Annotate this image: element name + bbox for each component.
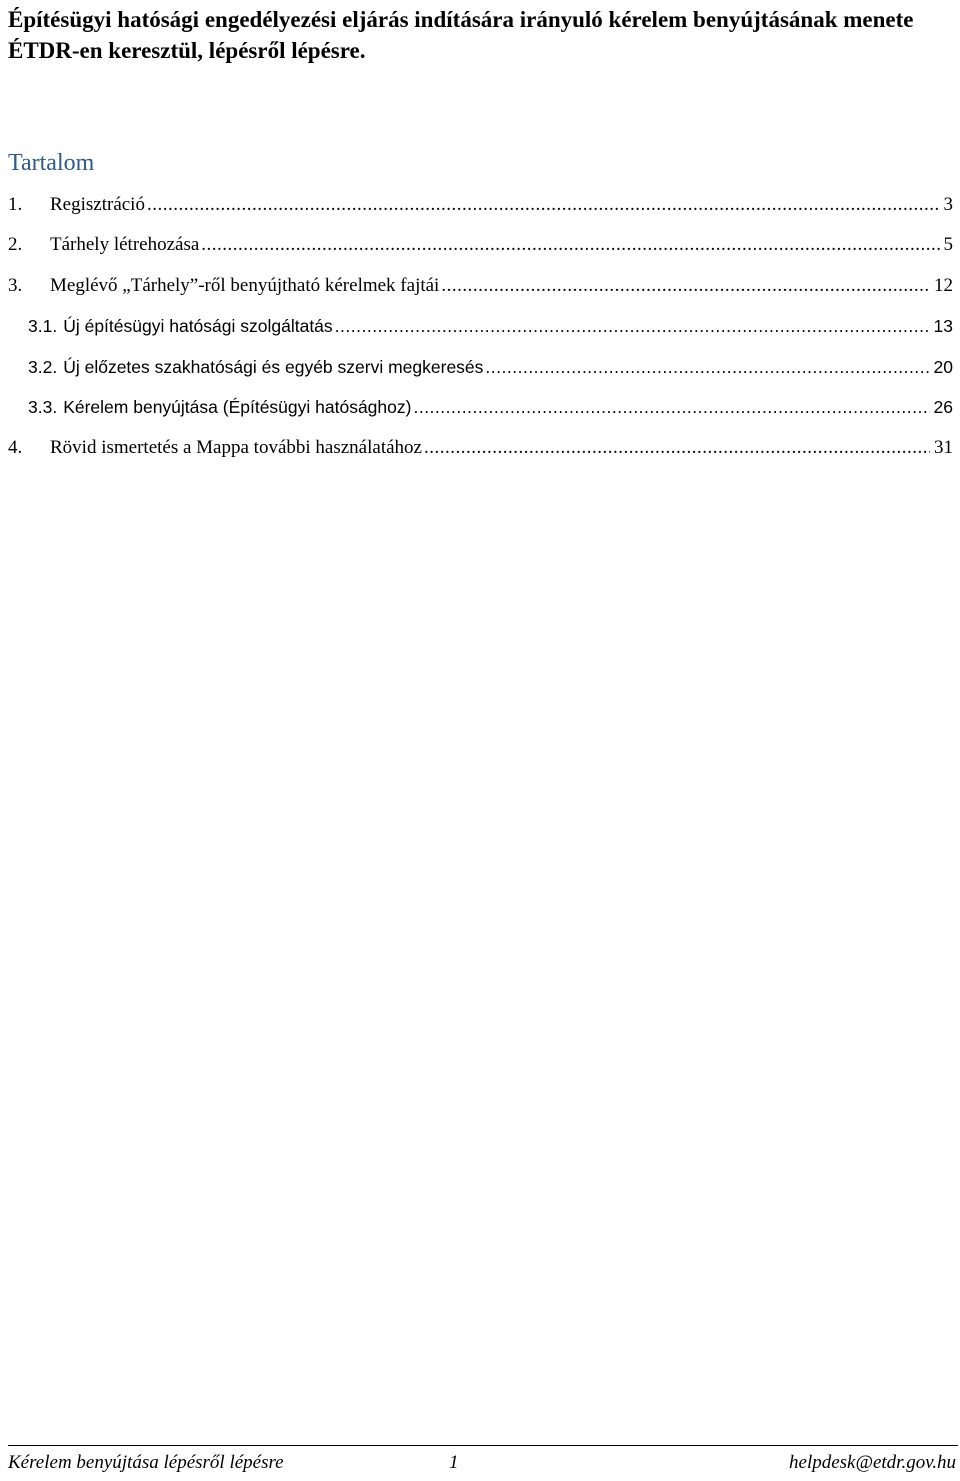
toc-entry-storage-creation[interactable] bbox=[8, 217, 953, 258]
document-title: Építésügyi hatósági engedélyezési eljárás indítására irányuló kérelem benyújtásának menete ÉTDR-en keresztül, lépésről lépésre. bbox=[8, 7, 914, 63]
toc-dot-leader bbox=[441, 274, 930, 298]
toc-entry-page: 20 bbox=[933, 356, 953, 377]
footer-page-number: 1 bbox=[449, 1452, 459, 1473]
toc-entry-new-service[interactable] bbox=[8, 298, 953, 339]
toc-entry-number: 2. bbox=[8, 234, 23, 255]
toc-entry-number: 4. bbox=[8, 436, 23, 458]
toc-dot-leader bbox=[147, 193, 940, 217]
toc-entry-title: Kérelem benyújtása (Építésügyi hatósághoz) bbox=[63, 397, 412, 417]
toc-entry-title: Meglévő „Tárhely”-ről benyújtható kérelmek fajtái bbox=[50, 274, 440, 296]
footer-divider bbox=[8, 1445, 958, 1446]
toc-entry-page: 13 bbox=[933, 316, 953, 336]
toc-entry-submit-request[interactable] bbox=[8, 379, 953, 420]
toc-entry-title: Regisztráció bbox=[50, 193, 145, 215]
toc-entry-preliminary-request[interactable] bbox=[8, 338, 953, 379]
page-footer bbox=[8, 1452, 958, 1480]
toc-dot-leader bbox=[335, 314, 930, 338]
toc-entry-folder-usage[interactable] bbox=[8, 419, 953, 460]
toc-dot-leader bbox=[485, 355, 929, 379]
table-of-contents bbox=[8, 176, 953, 460]
toc-entry-number: 3.2. bbox=[28, 356, 58, 377]
toc-entry-page: 3 bbox=[943, 193, 953, 215]
toc-entry-registration[interactable] bbox=[8, 176, 953, 217]
toc-entry-page: 26 bbox=[933, 397, 953, 417]
toc-entry-number: 1. bbox=[8, 193, 23, 215]
toc-dot-leader bbox=[201, 233, 939, 257]
toc-entry-title: Rövid ismertetés a Mappa további használatához bbox=[50, 436, 422, 458]
footer-document-name: Kérelem benyújtása lépésről lépésre bbox=[8, 1452, 284, 1473]
toc-heading: Tartalom bbox=[8, 150, 95, 176]
toc-entry-page: 31 bbox=[934, 436, 953, 458]
toc-entry-number: 3. bbox=[8, 274, 23, 296]
toc-dot-leader bbox=[424, 436, 930, 460]
toc-entry-title: Tárhely létrehozása bbox=[50, 234, 200, 255]
toc-entry-title: Új építésügyi hatósági szolgáltatás bbox=[63, 316, 333, 336]
toc-entry-page: 5 bbox=[943, 234, 953, 255]
toc-entry-page: 12 bbox=[934, 274, 953, 296]
toc-entry-number: 3.3. bbox=[28, 397, 58, 417]
footer-email: helpdesk@etdr.gov.hu bbox=[789, 1452, 956, 1473]
toc-dot-leader bbox=[413, 395, 929, 419]
toc-entry-request-types[interactable] bbox=[8, 257, 953, 298]
toc-entry-number: 3.1. bbox=[28, 316, 58, 336]
toc-entry-title: Új előzetes szakhatósági és egyéb szervi megkeresés bbox=[63, 356, 484, 377]
